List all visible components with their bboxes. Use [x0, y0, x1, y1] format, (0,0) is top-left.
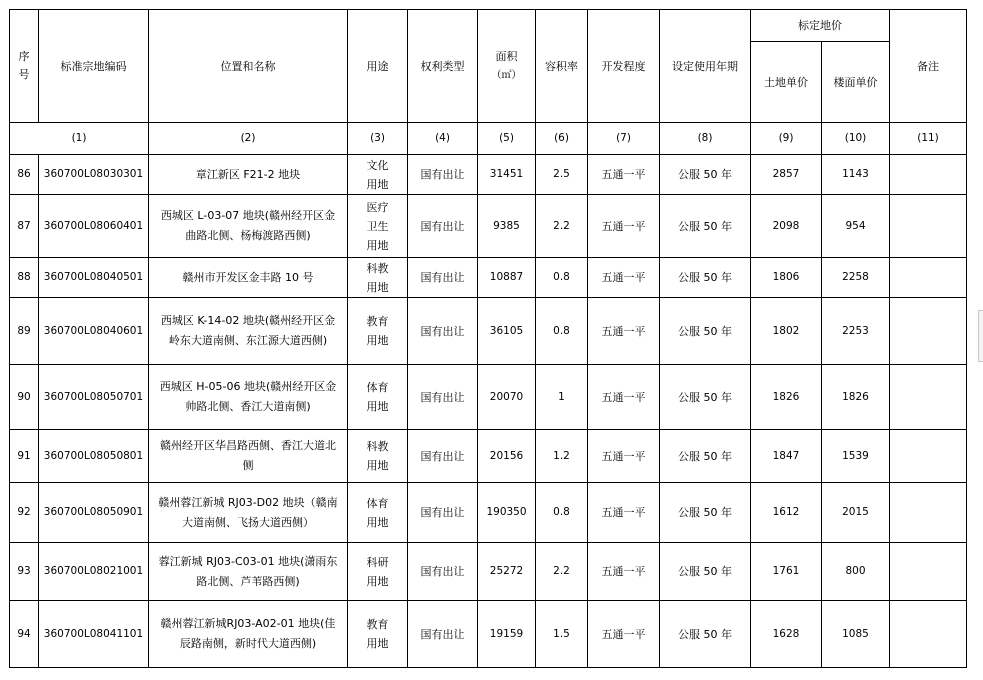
cell-code: 360700L08050701 — [39, 365, 149, 430]
cell-years: 公服 50 年 — [660, 195, 751, 258]
column-index-cell: (11) — [890, 123, 967, 155]
cell-rights: 国有出让 — [408, 365, 478, 430]
cell-dev: 五通一平 — [588, 601, 660, 668]
cell-remark — [890, 543, 967, 601]
cell-location: 西城区 L-03-07 地块(赣州经开区金曲路北侧、杨梅渡路西侧) — [149, 195, 348, 258]
header-dev: 开发程度 — [588, 10, 660, 123]
cell-remark — [890, 155, 967, 195]
cell-use: 科研用地 — [348, 543, 408, 601]
cell-area: 19159 — [478, 601, 536, 668]
cell-location: 蓉江新城 RJ03-C03-01 地块(潇雨东路北侧、芦苇路西侧) — [149, 543, 348, 601]
cell-use: 教育用地 — [348, 601, 408, 668]
cell-seq: 88 — [10, 258, 39, 298]
cell-use: 体育用地 — [348, 483, 408, 543]
cell-seq: 94 — [10, 601, 39, 668]
cell-land-price: 2098 — [751, 195, 822, 258]
header-land-price: 土地单价 — [751, 42, 822, 123]
cell-far: 1 — [536, 365, 588, 430]
cell-floor-price: 1826 — [822, 365, 890, 430]
cell-use: 文化用地 — [348, 155, 408, 195]
cell-far: 0.8 — [536, 298, 588, 365]
cell-area: 31451 — [478, 155, 536, 195]
cell-floor-price: 954 — [822, 195, 890, 258]
table-row — [10, 430, 967, 483]
header-years: 设定使用年期 — [660, 10, 751, 123]
cell-land-price: 1826 — [751, 365, 822, 430]
table-row — [10, 258, 967, 298]
cell-location: 西城区 K-14-02 地块(赣州经开区金岭东大道南侧、东江源大道西侧) — [149, 298, 348, 365]
cell-area: 36105 — [478, 298, 536, 365]
column-index-cell: (10) — [822, 123, 890, 155]
cell-seq: 87 — [10, 195, 39, 258]
header-location: 位置和名称 — [149, 10, 348, 123]
cell-remark — [890, 430, 967, 483]
cell-code: 360700L08021001 — [39, 543, 149, 601]
cell-seq: 91 — [10, 430, 39, 483]
cell-area: 20070 — [478, 365, 536, 430]
column-index-cell: (7) — [588, 123, 660, 155]
table-row — [10, 365, 967, 430]
cell-code: 360700L08060401 — [39, 195, 149, 258]
land-price-table — [9, 9, 967, 668]
cell-floor-price: 1539 — [822, 430, 890, 483]
table-header — [10, 10, 967, 155]
cell-land-price: 1761 — [751, 543, 822, 601]
cell-location: 赣州经开区华昌路西侧、香江大道北侧 — [149, 430, 348, 483]
cell-far: 1.2 — [536, 430, 588, 483]
header-far: 容积率 — [536, 10, 588, 123]
cell-rights: 国有出让 — [408, 258, 478, 298]
header-seq: 序号 — [10, 10, 39, 123]
table-row — [10, 601, 967, 668]
cell-remark — [890, 195, 967, 258]
header-rights: 权利类型 — [408, 10, 478, 123]
cell-location: 赣州蓉江新城 RJ03-D02 地块（赣南大道南侧、飞扬大道西侧） — [149, 483, 348, 543]
cell-far: 0.8 — [536, 483, 588, 543]
cell-floor-price: 2253 — [822, 298, 890, 365]
table-body — [10, 155, 967, 668]
cell-use: 科教用地 — [348, 430, 408, 483]
cell-use: 教育用地 — [348, 298, 408, 365]
cell-far: 2.2 — [536, 195, 588, 258]
header-floor-price: 楼面单价 — [822, 42, 890, 123]
header-price-group: 标定地价 — [751, 10, 890, 42]
cell-dev: 五通一平 — [588, 543, 660, 601]
cell-years: 公服 50 年 — [660, 601, 751, 668]
header-remark: 备注 — [890, 10, 967, 123]
cell-land-price: 1628 — [751, 601, 822, 668]
cell-rights: 国有出让 — [408, 601, 478, 668]
cell-location: 西城区 H-05-06 地块(赣州经开区金帅路北侧、香江大道南侧) — [149, 365, 348, 430]
cell-years: 公服 50 年 — [660, 483, 751, 543]
cell-floor-price: 800 — [822, 543, 890, 601]
cell-location: 章江新区 F21-2 地块 — [149, 155, 348, 195]
cell-use: 医疗卫生用地 — [348, 195, 408, 258]
cell-rights: 国有出让 — [408, 483, 478, 543]
column-index-cell: (3) — [348, 123, 408, 155]
cell-remark — [890, 601, 967, 668]
table-row — [10, 155, 967, 195]
cell-land-price: 1806 — [751, 258, 822, 298]
cell-land-price: 1847 — [751, 430, 822, 483]
cell-rights: 国有出让 — [408, 298, 478, 365]
cell-use: 科教用地 — [348, 258, 408, 298]
cell-floor-price: 1085 — [822, 601, 890, 668]
cell-seq: 92 — [10, 483, 39, 543]
table-row — [10, 543, 967, 601]
cell-years: 公服 50 年 — [660, 258, 751, 298]
column-index-cell: (6) — [536, 123, 588, 155]
header-area-label: 面积 — [495, 50, 518, 63]
cell-rights: 国有出让 — [408, 543, 478, 601]
cell-land-price: 1612 — [751, 483, 822, 543]
cell-floor-price: 1143 — [822, 155, 890, 195]
cell-rights: 国有出让 — [408, 195, 478, 258]
cell-remark — [890, 258, 967, 298]
cell-location: 赣州蓉江新城RJ03-A02-01 地块(佳辰路南侧，新时代大道西侧) — [149, 601, 348, 668]
cell-area: 25272 — [478, 543, 536, 601]
header-code: 标准宗地编码 — [39, 10, 149, 123]
column-index-cell: (4) — [408, 123, 478, 155]
column-index-cell: (8) — [660, 123, 751, 155]
cell-dev: 五通一平 — [588, 195, 660, 258]
cell-area: 10887 — [478, 258, 536, 298]
cell-dev: 五通一平 — [588, 155, 660, 195]
header-use: 用途 — [348, 10, 408, 123]
cell-code: 360700L08050801 — [39, 430, 149, 483]
cell-far: 2.2 — [536, 543, 588, 601]
column-index-cell: (1) — [10, 123, 149, 155]
cell-code: 360700L08040501 — [39, 258, 149, 298]
cell-rights: 国有出让 — [408, 430, 478, 483]
cell-remark — [890, 298, 967, 365]
cell-code: 360700L08041101 — [39, 601, 149, 668]
cell-code: 360700L08040601 — [39, 298, 149, 365]
cell-dev: 五通一平 — [588, 430, 660, 483]
cell-remark — [890, 365, 967, 430]
cell-dev: 五通一平 — [588, 483, 660, 543]
column-index-cell: (2) — [149, 123, 348, 155]
cell-years: 公服 50 年 — [660, 543, 751, 601]
cell-location: 赣州市开发区金丰路 10 号 — [149, 258, 348, 298]
cell-dev: 五通一平 — [588, 258, 660, 298]
cell-years: 公服 50 年 — [660, 298, 751, 365]
header-area — [478, 10, 536, 123]
table-row — [10, 483, 967, 543]
cell-use: 体育用地 — [348, 365, 408, 430]
cell-years: 公服 50 年 — [660, 365, 751, 430]
cell-area: 190350 — [478, 483, 536, 543]
header-area-unit: （㎡） — [491, 70, 522, 81]
column-index-cell: (9) — [751, 123, 822, 155]
cell-dev: 五通一平 — [588, 365, 660, 430]
cell-area: 20156 — [478, 430, 536, 483]
cell-dev: 五通一平 — [588, 298, 660, 365]
table-row — [10, 195, 967, 258]
column-index-cell: (5) — [478, 123, 536, 155]
cell-far: 2.5 — [536, 155, 588, 195]
column-index-row — [10, 123, 967, 155]
cell-seq: 93 — [10, 543, 39, 601]
cell-land-price: 1802 — [751, 298, 822, 365]
cell-land-price: 2857 — [751, 155, 822, 195]
table-row — [10, 298, 967, 365]
cell-seq: 86 — [10, 155, 39, 195]
cell-seq: 90 — [10, 365, 39, 430]
cell-remark — [890, 483, 967, 543]
cell-years: 公服 50 年 — [660, 155, 751, 195]
cell-area: 9385 — [478, 195, 536, 258]
cell-code: 360700L08030301 — [39, 155, 149, 195]
cell-years: 公服 50 年 — [660, 430, 751, 483]
cell-seq: 89 — [10, 298, 39, 365]
cell-rights: 国有出让 — [408, 155, 478, 195]
cell-floor-price: 2258 — [822, 258, 890, 298]
cell-far: 1.5 — [536, 601, 588, 668]
cell-far: 0.8 — [536, 258, 588, 298]
cell-floor-price: 2015 — [822, 483, 890, 543]
sidebar-collapse-handle[interactable] — [978, 310, 983, 362]
cell-code: 360700L08050901 — [39, 483, 149, 543]
